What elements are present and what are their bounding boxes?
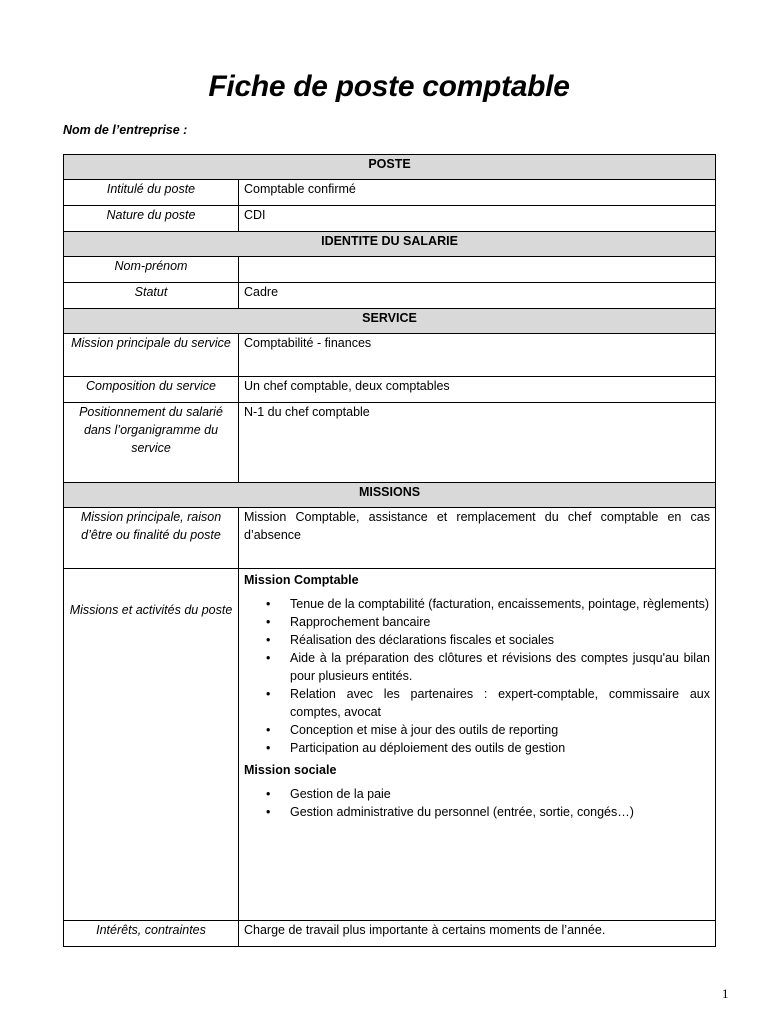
section-heading: POSTE: [64, 155, 716, 180]
row-label: Positionnement du salarié dans l’organigramme du service: [64, 403, 239, 483]
section-missions: [64, 483, 716, 508]
table-row: [64, 257, 716, 283]
list-item: • Relation avec les partenaires : expert-comptable, commissaire aux comptes, avocat: [290, 685, 710, 721]
row-value: Charge de travail plus importante à certains moments de l’année.: [239, 921, 716, 947]
section-heading: SERVICE: [64, 309, 716, 334]
mission-sociale-title: Mission sociale: [244, 763, 337, 777]
section-heading: IDENTITE DU SALARIE: [64, 232, 716, 257]
table-row: [64, 508, 716, 569]
row-label: Mission principale du service: [64, 334, 239, 377]
section-service: [64, 309, 716, 334]
job-description-table: [63, 154, 716, 947]
section-poste: [64, 155, 716, 180]
list-item: • Tenue de la comptabilité (facturation, encaissements, pointage, règlements): [290, 595, 710, 613]
table-row: [64, 569, 716, 921]
company-name-label: Nom de l’entreprise :: [63, 123, 188, 137]
section-identite: [64, 232, 716, 257]
table-row: [64, 206, 716, 232]
row-value: CDI: [239, 206, 716, 232]
list-item: • Conception et mise à jour des outils de reporting: [290, 721, 710, 739]
row-label: Nom-prénom: [64, 257, 239, 283]
document-title: Fiche de poste comptable: [208, 70, 570, 103]
list-item: • Participation au déploiement des outils de gestion: [290, 739, 710, 757]
row-label: Intitulé du poste: [64, 180, 239, 206]
table-row: [64, 334, 716, 377]
row-value: Comptabilité - finances: [239, 334, 716, 377]
row-value: [239, 257, 716, 283]
page-number: 1: [722, 986, 729, 1001]
row-label: Composition du service: [64, 377, 239, 403]
activities-cell: [239, 569, 716, 921]
row-value: Un chef comptable, deux comptables: [239, 377, 716, 403]
list-item: • Gestion administrative du personnel (entrée, sortie, congés…): [290, 803, 710, 821]
row-value: Mission Comptable, assistance et remplacement du chef comptable en cas d’absence: [239, 508, 716, 569]
row-value: N-1 du chef comptable: [239, 403, 716, 483]
row-value: Comptable confirmé: [239, 180, 716, 206]
list-item: • Aide à la préparation des clôtures et révisions des comptes jusqu'au bilan pour plusieurs entités.: [290, 649, 710, 685]
list-item: • Réalisation des déclarations fiscales et sociales: [290, 631, 710, 649]
section-heading: MISSIONS: [64, 483, 716, 508]
list-item: • Gestion de la paie: [290, 785, 710, 803]
table-row: [64, 283, 716, 309]
table-row: [64, 921, 716, 947]
list-item: • Rapprochement bancaire: [290, 613, 710, 631]
mission-comptable-title: Mission Comptable: [244, 573, 359, 587]
table-row: [64, 403, 716, 483]
row-label: Mission principale, raison d’être ou finalité du poste: [64, 508, 239, 569]
table-row: [64, 377, 716, 403]
row-label: Nature du poste: [64, 206, 239, 232]
row-label: Statut: [64, 283, 239, 309]
mission-comptable-list: [244, 595, 710, 757]
row-label: Intérêts, contraintes: [64, 921, 239, 947]
row-value: Cadre: [239, 283, 716, 309]
table-row: [64, 180, 716, 206]
mission-sociale-list: [244, 785, 710, 821]
row-label: Missions et activités du poste: [64, 569, 239, 921]
